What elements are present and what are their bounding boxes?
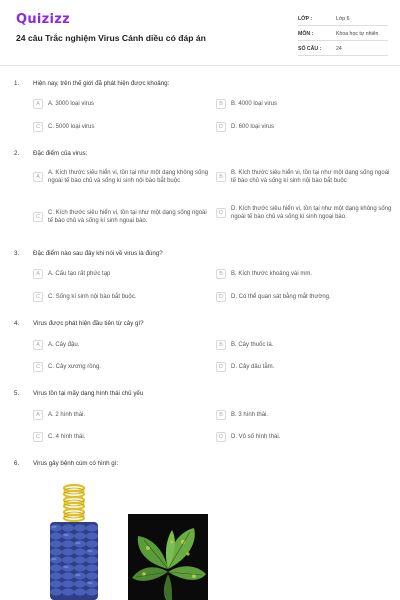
question-text: Hiện nay, trên thế giới đã phát hiện được khoảng: [33,80,170,87]
question-number: 2. [14,150,20,157]
option-1b[interactable] [216,99,277,109]
meta-value: Lớp 6 [336,16,350,22]
question-text: Đặc điểm của virus: [33,150,88,157]
option-4c[interactable] [33,362,101,372]
question-text: Virus tồn tại mấy dạng hình thái chủ yếu [33,390,144,397]
option-text: A. Cây đậu. [48,342,80,348]
meta-grade [298,14,388,26]
option-3b[interactable] [216,269,312,279]
divider [298,55,388,56]
quizizz-logo: Quizizz [16,12,71,27]
option-1a[interactable] [33,99,94,109]
tobacco-plant-photo [128,514,208,600]
option-text: B. Kích thước khoảng vài mm. [231,271,312,277]
meta-key: LỚP : [298,16,313,22]
option-4b[interactable] [216,340,273,350]
option-text: B. Cây thuốc lá. [231,342,274,348]
option-text: A. 2 hình thái. [48,412,86,418]
option-3a[interactable] [33,269,110,279]
question-number: 3. [14,250,20,257]
option-letter: A [33,410,43,420]
question-number: 6. [14,460,20,467]
divider [298,25,388,26]
option-2b[interactable] [216,169,398,185]
question-number: 1. [14,80,20,87]
meta-key: MÔN : [298,31,314,37]
question-text: Virus được phát hiện đầu tiên từ cây gì? [33,320,144,327]
page-title: 24 câu Trắc nghiệm Virus Cánh diều có đáp án [16,33,206,43]
question-number: 5. [14,390,20,397]
option-5a[interactable] [33,410,85,420]
option-text: C. Kích thước siêu hiển vi, tồn tại như một dạng sống ngoài tế bào chủ và sống kí sinh ngoại bào. [48,210,207,224]
option-text: D. Kích thước siêu hiển vi, tồn tại như một dạng không sống ngoài tế bào chủ và sống kí sinh ngoại bào. [231,206,392,220]
option-letter: D [216,292,226,302]
question-text: Virus gây bệnh cúm có hình gì: [33,460,119,467]
option-text: B. 4000 loại virus [231,101,278,107]
question-number: 4. [14,320,20,327]
option-letter: A [33,340,43,350]
option-text: A. Cấu tạo rất phức tạp [48,271,111,277]
option-3c[interactable] [33,292,136,302]
option-text: C. 4 hình thái. [48,434,86,440]
option-text: D. Vô số hình thái. [231,434,281,440]
option-text: A. Kích thước siêu hiển vi, tồn tại như một dạng không sống ngoài tế bào chủ và sống kí sinh nội bào bắt buộc [48,170,209,184]
meta-subject [298,29,388,41]
meta-value: Khoa học tự nhiên [336,31,379,37]
virus-capsid-illustration [44,484,100,600]
option-1c[interactable] [33,122,94,132]
option-5c[interactable] [33,432,85,442]
option-text: B. Kích thước siêu hiển vi, tồn tại như một dạng sống ngoài tế bào chủ và sống kí sinh nội bào bắt buộc [231,170,390,184]
option-text: D. Có thể quan sát bằng mắt thường. [231,294,331,300]
option-letter: B [216,340,226,350]
option-letter: A [33,172,43,182]
meta-key: SỐ CÂU : [298,46,322,52]
option-letter: D [216,362,226,372]
option-letter: C [33,212,43,222]
option-text: D. 600 loại virus [231,124,275,130]
meta-question-count [298,44,388,56]
option-letter: C [33,432,43,442]
option-text: B. 3 hình thái. [231,412,269,418]
option-2c[interactable] [33,209,215,225]
option-letter: C [33,362,43,372]
option-letter: A [33,269,43,279]
worksheet-header [0,0,400,66]
option-text: D. Cây dâu tằm. [231,364,275,370]
option-text: C. 5000 loại virus [48,124,95,130]
option-text: C. Cây xương rồng. [48,364,101,370]
option-4d[interactable] [216,362,274,372]
option-text: A. 3000 loại virus [48,101,95,107]
option-5b[interactable] [216,410,268,420]
option-letter: D [216,432,226,442]
option-letter: A [33,99,43,109]
option-letter: B [216,172,226,182]
option-letter: B [216,269,226,279]
option-letter: C [33,292,43,302]
option-4a[interactable] [33,340,79,350]
option-letter: D [216,208,226,218]
option-letter: C [33,122,43,132]
option-1d[interactable] [216,122,274,132]
option-letter: D [216,122,226,132]
meta-value: 24 [336,46,342,52]
option-3d[interactable] [216,292,331,302]
divider [298,40,388,41]
option-2a[interactable] [33,169,215,185]
question-text: Đặc điểm nào sau đây khi nói về virus là đúng? [33,250,163,257]
option-2d[interactable] [216,205,398,221]
option-letter: B [216,99,226,109]
option-5d[interactable] [216,432,280,442]
option-letter: B [216,410,226,420]
option-text: C. Sống kí sinh nội bào bắt buộc. [48,294,137,300]
